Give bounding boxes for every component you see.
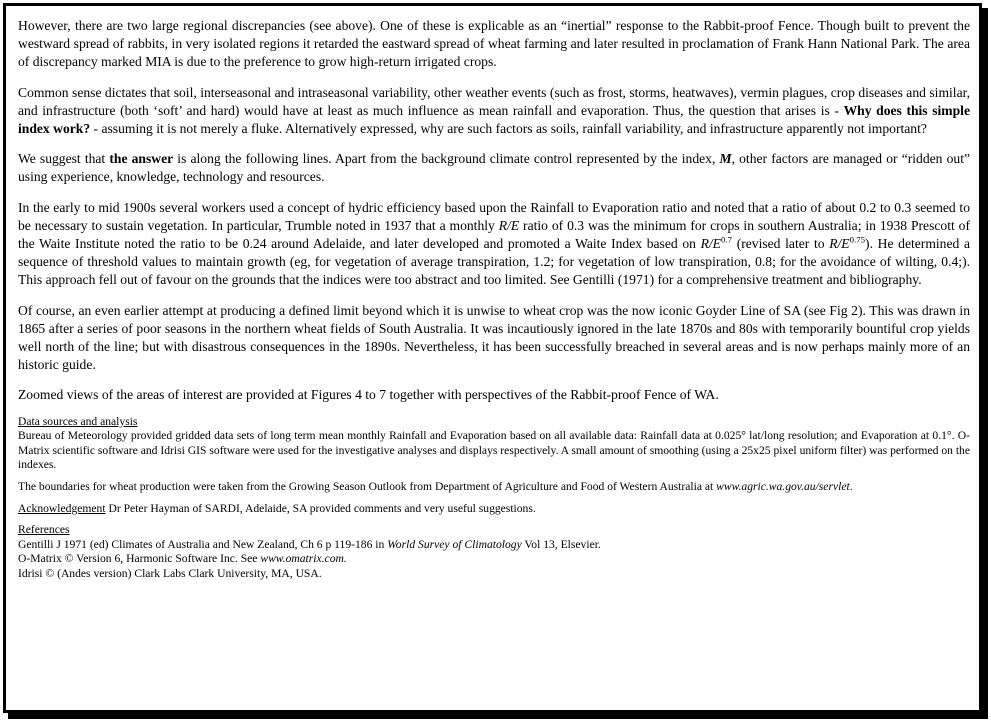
paragraph-goyder-line: Of course, an even earlier attempt at producing a defined limit beyond which it is unwise to wheat crop was the now iconic Goyder Line of SA (see Fig 2). This was drawn in 1865 after a series of poor seasons in the northern wheat fields of South Australia. It was incautiously ignored in the late 1870s and 80s with temporarily bountiful crop yields well north of the line; but with disastrous consequences in the 1890s. Nevertheless, it has been successfully breached in several areas and is now perhaps mainly more of an historic guide. <box>18 302 970 373</box>
paragraph-discrepancies: However, there are two large regional discrepancies (see above). One of these is explicable as an “inertial” response to the Rabbit-proof Fence. Though built to prevent the westward spread of rabbits, in very isolated regions it retarded the eastward spread of wheat farming and later resulted in proclamation of Frank Hann National Park. The area of discrepancy marked MIA is due to the preference to grow high-return irrigated crops. <box>18 18 970 70</box>
exponent: 0.7 <box>720 234 733 245</box>
text: ). He determined a sequence of threshold values to maintain growth (eg, for vegetation of average transpiration, 1.2; for vegetation of low transpiration, 0.8; for the avoidance of wilting, 0.4;). This approach fell out of favour on the grounds that the indices were too abstract and too limited. See Gentilli (1971) for a comprehensive treatment and bibliography. <box>18 236 970 288</box>
references-section <box>18 523 970 581</box>
paragraph-common-sense <box>18 84 970 139</box>
reference-idrisi: Idrisi © (Andes version) Clark Labs Clark University, MA, USA. <box>18 567 322 580</box>
ratio-re: R/E <box>700 236 721 252</box>
data-sources-section <box>18 415 970 473</box>
text: (revised later to <box>732 236 830 252</box>
text: - assuming it is not merely a fluke. Alternatively expressed, why are such factors as soils, rainfall variability, and infrastructure apparently not important? <box>90 121 927 137</box>
paragraph-answer <box>18 150 970 186</box>
paragraph-hydric-efficiency <box>18 199 970 290</box>
acknowledgement-heading: Acknowledgement <box>18 501 106 515</box>
reference-omatrix: O-Matrix © Version 6, Harmonic Software Inc. See www.omatrix.com. <box>18 552 347 566</box>
text: is along the following lines. Apart from the background climate control represented by the index, <box>173 151 720 167</box>
data-sources-heading: Data sources and analysis <box>18 414 138 428</box>
exponent: 0.75 <box>849 234 866 245</box>
text-box <box>3 3 982 713</box>
frame-shadow-bottom <box>8 713 988 719</box>
text: ratio of 0.3 was the minimum for crops in southern Australia; in 1938 Prescott of the Waite Institute noted the ratio to be 0.24 around Adelaide, and later developed and promoted a Waite Index based on <box>18 217 970 252</box>
references-heading: References <box>18 523 70 537</box>
answer-bold: the answer <box>109 151 174 167</box>
boundaries-text: The boundaries for wheat production were taken from the Growing Season Outlook from Department of Agriculture and Food of Western Australia at <box>18 480 717 494</box>
text: , other factors are managed or “ridden out” using experience, knowledge, technology and resources. <box>18 151 971 185</box>
paragraph-zoomed-views: Zoomed views of the areas of interest are provided at Figures 4 to 7 together with perspectives of the Rabbit-proof Fence of WA. <box>18 387 719 403</box>
ratio-re: R/E <box>498 217 520 233</box>
data-sources-text: Bureau of Meteorology provided gridded data sets of long term mean monthly Rainfall and Evaporation based on all available data: Rainfall data at 0.025° lat/long resolution; and Evaporation at 0.1°. O-Matrix scientific software and Idrisi GIS software were used for the investigative analyses and displays respectively. A small amount of smoothing (using a 25x25 pixel uniform filter) was performed on the indexes. <box>18 429 970 472</box>
text: Common sense dictates that soil, interseasonal and intraseasonal variability, other weather events (such as frost, storms, heatwaves), vermin plagues, crop diseases and similar, and infrastructure (both ‘soft’ and hard) would have at least as much influence as mean rainfall and evaporation. Thus, the question that arises is - <box>18 84 970 118</box>
text: In the early to mid 1900s several workers used a concept of hydric efficiency based upon the Rainfall to Evaporation ratio and noted that a ratio of about 0.2 to 0.3 seemed to be necessary to sustain vegetation. In particular, Trumble noted in 1937 that a monthly <box>18 199 970 233</box>
text: We suggest that <box>18 151 110 167</box>
question-bold: Why does this simple index work? <box>18 102 970 137</box>
index-m: M <box>719 151 732 167</box>
frame-shadow-right <box>982 8 988 719</box>
acknowledgement-section <box>18 502 970 517</box>
text-box-content <box>18 17 970 589</box>
ratio-re: R/E <box>829 236 850 252</box>
text: . <box>849 480 853 494</box>
acknowledgement-text: Dr Peter Hayman of SARDI, Adelaide, SA provided comments and very useful suggestions. <box>105 501 536 515</box>
reference-gentilli: Gentilli J 1971 (ed) Climates of Australia and New Zealand, Ch 6 p 119-186 in World Survey of Climatology Vol 13, Elsevier. <box>18 537 601 551</box>
boundaries-section <box>18 480 970 495</box>
agric-url: www.agric.wa.gov.au/servlet <box>716 480 850 494</box>
